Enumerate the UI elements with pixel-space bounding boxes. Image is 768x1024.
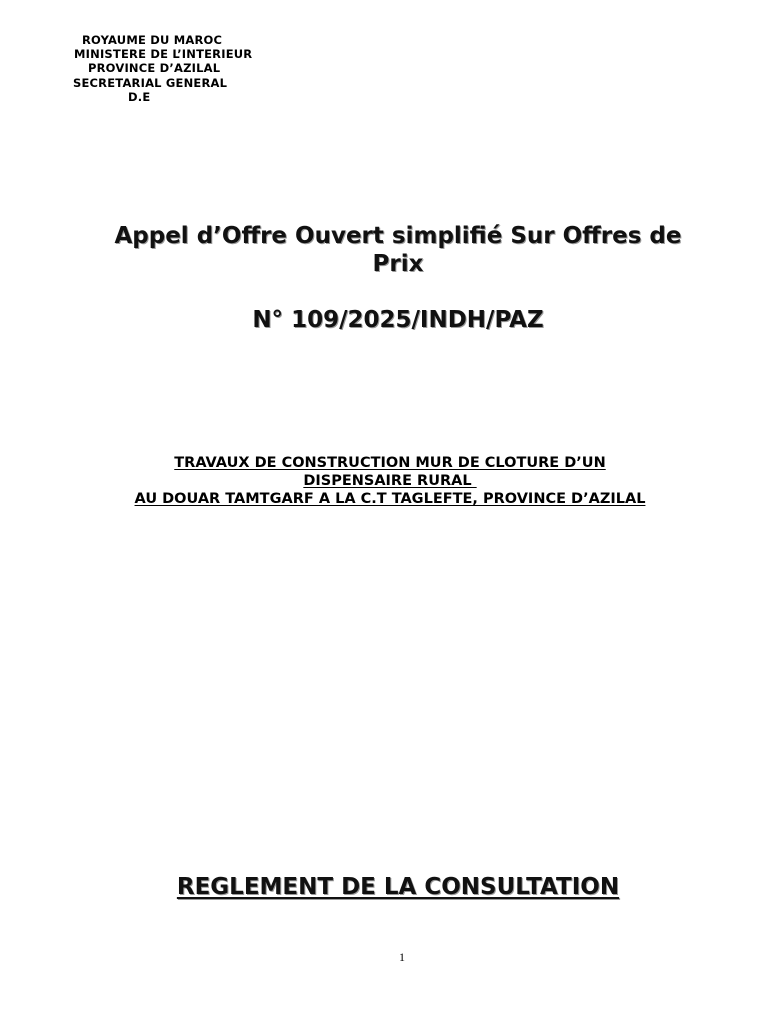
project-subject (60, 454, 720, 508)
header-province: PROVINCE D’AZILAL (88, 61, 221, 75)
tender-reference: N° 109/2025/INDH/PAZ (252, 307, 544, 333)
subject-line-1: TRAVAUX DE CONSTRUCTION MUR DE CLOTURE D’UN (174, 455, 606, 471)
title-line-2: Prix (372, 251, 424, 277)
subject-line-3: AU DOUAR TAMTGARF A LA C.T TAGLEFTE, PROVINCE D’AZILAL (134, 491, 646, 507)
subject-line-2: DISPENSAIRE RURAL (303, 473, 477, 489)
title-line-1: Appel d’Offre Ouvert simplifié Sur Offres de (114, 223, 682, 249)
header-ministry: MINISTERE DE L’INTERIEUR (74, 47, 253, 61)
header-kingdom: ROYAUME DU MAROC (82, 33, 223, 47)
header-division: D.E (128, 90, 151, 104)
header-secretariat: SECRETARIAL GENERAL (73, 76, 228, 90)
page-number: 1 (399, 950, 405, 964)
document-title (60, 222, 736, 278)
document-type-heading: REGLEMENT DE LA CONSULTATION (176, 874, 620, 900)
